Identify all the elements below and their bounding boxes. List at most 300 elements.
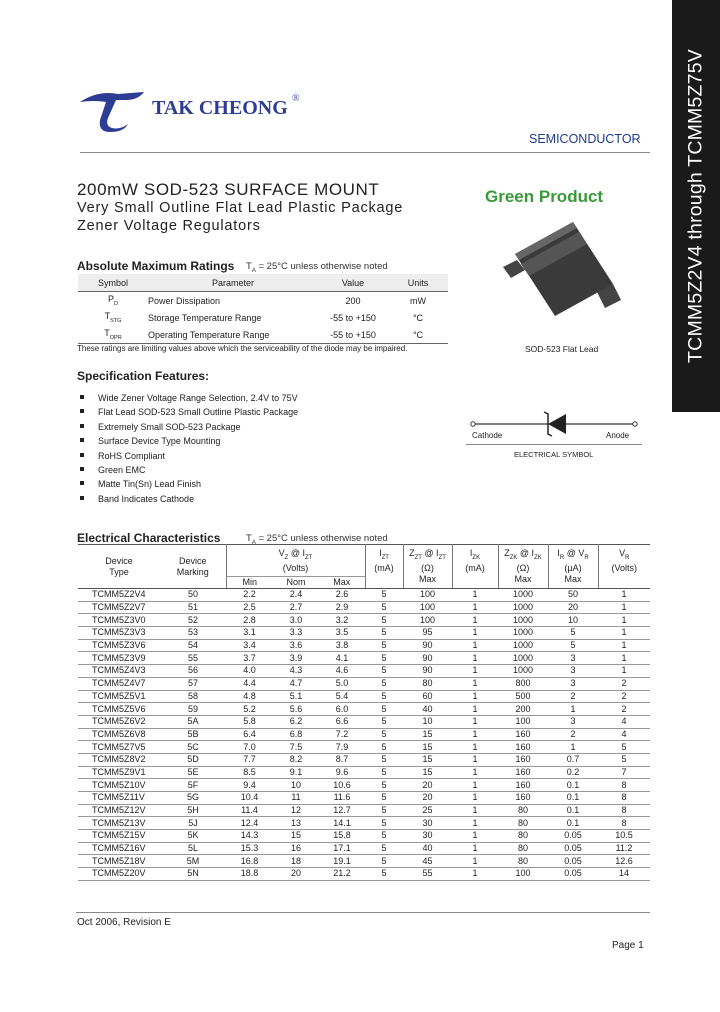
table-row: $P_D$ Power Dissipation 200 mW bbox=[108, 294, 426, 307]
table-cell: 2.6 bbox=[319, 589, 365, 602]
table-cell: 1000 bbox=[498, 627, 548, 640]
table-cell: 1 bbox=[452, 690, 498, 703]
anode-label: Anode bbox=[606, 431, 630, 440]
table-cell: 5D bbox=[160, 753, 226, 766]
table-cell: 1 bbox=[452, 703, 498, 716]
table-cell: 15 bbox=[403, 753, 452, 766]
table-cell: 1 bbox=[452, 753, 498, 766]
table-cell: 80 bbox=[498, 842, 548, 855]
table-cell: 5 bbox=[365, 627, 403, 640]
table-cell: 1000 bbox=[498, 639, 548, 652]
table-cell: 2.2 bbox=[226, 589, 273, 602]
table-cell: 4.1 bbox=[319, 652, 365, 665]
table-row bbox=[78, 741, 650, 754]
table-cell: 160 bbox=[498, 766, 548, 779]
table-cell: 4.3 bbox=[273, 665, 319, 678]
table-row bbox=[78, 665, 650, 678]
table-cell: TCMM5Z3V0 bbox=[78, 614, 160, 627]
table-cell: 12 bbox=[273, 804, 319, 817]
table-cell: TCMM5Z20V bbox=[78, 868, 160, 881]
table-cell: 52 bbox=[160, 614, 226, 627]
table-cell: 20 bbox=[403, 792, 452, 805]
table-cell: 2 bbox=[548, 728, 598, 741]
table-cell: 3.9 bbox=[273, 652, 319, 665]
table-cell: 1 bbox=[452, 589, 498, 602]
header-divider bbox=[80, 152, 650, 153]
table-cell: TCMM5Z7V5 bbox=[78, 741, 160, 754]
table-cell: 51 bbox=[160, 601, 226, 614]
table-cell: 1 bbox=[452, 779, 498, 792]
table-cell: TCMM5Z13V bbox=[78, 817, 160, 830]
table-cell: 40 bbox=[403, 842, 452, 855]
table-cell: 10.6 bbox=[319, 779, 365, 792]
table-cell: 3.3 bbox=[273, 627, 319, 640]
abs-max-heading: Absolute Maximum Ratings bbox=[77, 259, 235, 273]
list-item: Band Indicates Cathode bbox=[80, 492, 298, 506]
table-cell: 8 bbox=[598, 792, 650, 805]
col-units: Units bbox=[388, 274, 448, 292]
table-cell: 5 bbox=[365, 677, 403, 690]
col-symbol: Symbol bbox=[78, 274, 148, 292]
table-cell: 5G bbox=[160, 792, 226, 805]
table-row bbox=[78, 690, 650, 703]
col-device-type: Device Type bbox=[78, 545, 160, 589]
table-cell: 5.4 bbox=[319, 690, 365, 703]
list-item: Wide Zener Voltage Range Selection, 2.4V to 75V bbox=[80, 391, 298, 405]
table-cell: 50 bbox=[160, 589, 226, 602]
table-cell: 0.1 bbox=[548, 779, 598, 792]
table-cell: 90 bbox=[403, 639, 452, 652]
table-cell: 5.0 bbox=[319, 677, 365, 690]
footer-divider bbox=[76, 912, 650, 913]
table-cell: 4.7 bbox=[273, 677, 319, 690]
table-cell: 5 bbox=[365, 601, 403, 614]
features-heading: Specification Features: bbox=[77, 369, 210, 383]
table-cell: 3 bbox=[548, 715, 598, 728]
table-cell: 3.6 bbox=[273, 639, 319, 652]
table-cell: 5 bbox=[365, 804, 403, 817]
symbol-divider bbox=[466, 444, 642, 445]
table-cell: 15 bbox=[403, 741, 452, 754]
table-cell: 5 bbox=[365, 753, 403, 766]
table-cell: 80 bbox=[498, 804, 548, 817]
table-cell: 3.8 bbox=[319, 639, 365, 652]
table-cell: 90 bbox=[403, 652, 452, 665]
table-cell: 18 bbox=[273, 855, 319, 868]
package-caption: SOD-523 Flat Lead bbox=[525, 344, 599, 354]
table-cell: 12.4 bbox=[226, 817, 273, 830]
table-cell: 100 bbox=[403, 614, 452, 627]
table-cell: 2.9 bbox=[319, 601, 365, 614]
table-cell: 5 bbox=[365, 830, 403, 843]
table-cell: 4.6 bbox=[319, 665, 365, 678]
table-cell: 160 bbox=[498, 792, 548, 805]
table-cell: 7.0 bbox=[226, 741, 273, 754]
table-cell: 1 bbox=[452, 741, 498, 754]
package-image bbox=[495, 212, 635, 332]
table-cell: 1000 bbox=[498, 665, 548, 678]
company-logo bbox=[78, 88, 150, 132]
table-row bbox=[78, 627, 650, 640]
table-cell: 15 bbox=[403, 728, 452, 741]
table-cell: 16 bbox=[273, 842, 319, 855]
table-cell: 1 bbox=[452, 652, 498, 665]
table-row bbox=[78, 639, 650, 652]
table-cell: 80 bbox=[498, 817, 548, 830]
table-cell: 19.1 bbox=[319, 855, 365, 868]
table-cell: 4 bbox=[598, 715, 650, 728]
table-cell: 15 bbox=[403, 766, 452, 779]
table-cell: 3.7 bbox=[226, 652, 273, 665]
table-cell: 2 bbox=[598, 690, 650, 703]
table-cell: TCMM5Z16V bbox=[78, 842, 160, 855]
revision-label: Oct 2006, Revision E bbox=[77, 917, 171, 928]
table-cell: 55 bbox=[403, 868, 452, 881]
table-cell: 5B bbox=[160, 728, 226, 741]
table-cell: 7.9 bbox=[319, 741, 365, 754]
table-cell: 5 bbox=[598, 741, 650, 754]
table-cell: 3.0 bbox=[273, 614, 319, 627]
table-cell: 3.2 bbox=[319, 614, 365, 627]
table-cell: 1 bbox=[452, 728, 498, 741]
table-cell: TCMM5Z15V bbox=[78, 830, 160, 843]
table-cell: 3 bbox=[548, 652, 598, 665]
abs-max-table bbox=[78, 274, 448, 344]
table-cell: 5 bbox=[365, 741, 403, 754]
table-cell: 1 bbox=[452, 766, 498, 779]
table-cell: 100 bbox=[498, 868, 548, 881]
table-cell: 40 bbox=[403, 703, 452, 716]
col-ir: $I_R$ @ $V_R$ (µA) Max bbox=[548, 545, 598, 589]
table-row bbox=[78, 614, 650, 627]
table-cell: 6.2 bbox=[273, 715, 319, 728]
green-product-label: Green Product bbox=[485, 187, 604, 206]
table-cell: 20 bbox=[403, 779, 452, 792]
table-cell: 2.7 bbox=[273, 601, 319, 614]
table-cell: 90 bbox=[403, 665, 452, 678]
table-cell: 500 bbox=[498, 690, 548, 703]
table-cell: 160 bbox=[498, 779, 548, 792]
table-cell: TCMM5Z3V6 bbox=[78, 639, 160, 652]
table-cell: 57 bbox=[160, 677, 226, 690]
table-cell: 10.5 bbox=[598, 830, 650, 843]
table-cell: 1 bbox=[598, 665, 650, 678]
table-cell: 0.1 bbox=[548, 792, 598, 805]
table-cell: 11 bbox=[273, 792, 319, 805]
col-vr: $V_R$ (Volts) bbox=[598, 545, 650, 589]
table-cell: 8 bbox=[598, 817, 650, 830]
table-cell: 14 bbox=[598, 868, 650, 881]
features-list bbox=[80, 391, 298, 506]
table-cell: TCMM5Z10V bbox=[78, 779, 160, 792]
table-cell: 30 bbox=[403, 830, 452, 843]
table-cell: 100 bbox=[403, 601, 452, 614]
table-cell: 6.0 bbox=[319, 703, 365, 716]
table-cell: 12.6 bbox=[598, 855, 650, 868]
table-cell: 11.4 bbox=[226, 804, 273, 817]
table-cell: TCMM5Z4V7 bbox=[78, 677, 160, 690]
table-cell: 12.7 bbox=[319, 804, 365, 817]
table-cell: 50 bbox=[548, 589, 598, 602]
table-cell: TCMM5Z8V2 bbox=[78, 753, 160, 766]
division-label: SEMICONDUCTOR bbox=[529, 132, 641, 146]
table-cell: 1 bbox=[452, 601, 498, 614]
elec-heading: Electrical Characteristics bbox=[77, 531, 221, 545]
list-item: Green EMC bbox=[80, 463, 298, 477]
table-cell: TCMM5Z3V3 bbox=[78, 627, 160, 640]
table-cell: TCMM5Z12V bbox=[78, 804, 160, 817]
table-cell: 5N bbox=[160, 868, 226, 881]
table-row bbox=[78, 728, 650, 741]
col-zzk: $Z_{ZK}$ @ $I_{ZK}$ (Ω) Max bbox=[498, 545, 548, 589]
table-cell: 5 bbox=[365, 855, 403, 868]
table-cell: 5 bbox=[365, 817, 403, 830]
table-cell: 4.0 bbox=[226, 665, 273, 678]
table-cell: 16.8 bbox=[226, 855, 273, 868]
table-cell: 45 bbox=[403, 855, 452, 868]
table-cell: 1 bbox=[598, 627, 650, 640]
table-cell: 5A bbox=[160, 715, 226, 728]
registered-mark: ® bbox=[292, 93, 300, 104]
table-cell: 5 bbox=[548, 639, 598, 652]
table-cell: 8 bbox=[598, 779, 650, 792]
table-cell: TCMM5Z11V bbox=[78, 792, 160, 805]
table-cell: 3.5 bbox=[319, 627, 365, 640]
table-cell: TCMM5Z5V6 bbox=[78, 703, 160, 716]
col-vz-max: Max bbox=[319, 577, 365, 589]
table-cell: 8.7 bbox=[319, 753, 365, 766]
table-cell: 1000 bbox=[498, 601, 548, 614]
table-cell: 7 bbox=[598, 766, 650, 779]
table-cell: 5C bbox=[160, 741, 226, 754]
table-cell: 8.2 bbox=[273, 753, 319, 766]
table-cell: 18.8 bbox=[226, 868, 273, 881]
symbol-caption: ELECTRICAL SYMBOL bbox=[514, 450, 594, 459]
table-cell: 11.2 bbox=[598, 842, 650, 855]
table-row bbox=[78, 652, 650, 665]
table-cell: 5 bbox=[365, 779, 403, 792]
table-cell: 1000 bbox=[498, 589, 548, 602]
table-cell: 5 bbox=[365, 639, 403, 652]
table-cell: TCMM5Z6V8 bbox=[78, 728, 160, 741]
table-cell: 1 bbox=[452, 614, 498, 627]
table-cell: 2 bbox=[598, 677, 650, 690]
table-cell: TCMM5Z18V bbox=[78, 855, 160, 868]
table-cell: 80 bbox=[403, 677, 452, 690]
table-cell: 0.05 bbox=[548, 842, 598, 855]
table-cell: TCMM5Z4V3 bbox=[78, 665, 160, 678]
table-cell: 15.8 bbox=[319, 830, 365, 843]
list-item: RoHS Compliant bbox=[80, 449, 298, 463]
table-cell: 60 bbox=[403, 690, 452, 703]
list-item: Flat Lead SOD-523 Small Outline Plastic Package bbox=[80, 405, 298, 419]
col-value: Value bbox=[318, 274, 388, 292]
table-cell: 5J bbox=[160, 817, 226, 830]
table-cell: 15 bbox=[273, 830, 319, 843]
list-item: Matte Tin(Sn) Lead Finish bbox=[80, 477, 298, 491]
table-cell: 0.05 bbox=[548, 855, 598, 868]
table-cell: 59 bbox=[160, 703, 226, 716]
table-cell: TCMM5Z3V9 bbox=[78, 652, 160, 665]
table-cell: 14.3 bbox=[226, 830, 273, 843]
table-cell: 5 bbox=[365, 703, 403, 716]
table-cell: 0.7 bbox=[548, 753, 598, 766]
part-range-title: TCMM5Z2V4 through TCMM5Z75V bbox=[684, 49, 707, 363]
table-cell: 1000 bbox=[498, 614, 548, 627]
doc-subtitle-2: Zener Voltage Regulators bbox=[77, 218, 261, 234]
table-row bbox=[78, 804, 650, 817]
table-cell: 1000 bbox=[498, 652, 548, 665]
table-cell: 1 bbox=[598, 601, 650, 614]
table-cell: 100 bbox=[403, 589, 452, 602]
table-cell: 5K bbox=[160, 830, 226, 843]
table-row: $T_{OPR}$ Operating Temperature Range -55 to +150 °C bbox=[78, 326, 448, 344]
table-cell: 10 bbox=[403, 715, 452, 728]
table-row bbox=[78, 677, 650, 690]
table-cell: 1 bbox=[452, 627, 498, 640]
table-cell: 1 bbox=[452, 868, 498, 881]
table-cell: 1 bbox=[598, 652, 650, 665]
table-cell: 5.1 bbox=[273, 690, 319, 703]
table-row bbox=[78, 715, 650, 728]
table-cell: 5 bbox=[365, 792, 403, 805]
table-cell: 2 bbox=[598, 703, 650, 716]
list-item: Surface Device Type Mounting bbox=[80, 434, 298, 448]
table-cell: 8.5 bbox=[226, 766, 273, 779]
table-row bbox=[78, 842, 650, 855]
col-device-marking: Device Marking bbox=[160, 545, 226, 589]
table-cell: 5.6 bbox=[273, 703, 319, 716]
table-cell: 1 bbox=[452, 804, 498, 817]
table-cell: 25 bbox=[403, 804, 452, 817]
table-cell: 53 bbox=[160, 627, 226, 640]
table-cell: 5 bbox=[598, 753, 650, 766]
brand-name: TAK CHEONG bbox=[152, 97, 288, 119]
table-cell: 2.4 bbox=[273, 589, 319, 602]
table-row bbox=[78, 817, 650, 830]
table-cell: 8 bbox=[598, 804, 650, 817]
table-cell: 5 bbox=[365, 589, 403, 602]
table-cell: 21.2 bbox=[319, 868, 365, 881]
table-cell: 5 bbox=[365, 868, 403, 881]
table-cell: 5 bbox=[365, 842, 403, 855]
col-parameter: Parameter bbox=[148, 274, 318, 292]
table-cell: 1 bbox=[452, 677, 498, 690]
table-cell: 4.4 bbox=[226, 677, 273, 690]
table-cell: 20 bbox=[273, 868, 319, 881]
table-cell: 4.8 bbox=[226, 690, 273, 703]
table-cell: 20 bbox=[548, 601, 598, 614]
table-cell: 4 bbox=[598, 728, 650, 741]
table-cell: 5F bbox=[160, 779, 226, 792]
table-cell: 5.8 bbox=[226, 715, 273, 728]
table-cell: 0.2 bbox=[548, 766, 598, 779]
table-cell: 9.4 bbox=[226, 779, 273, 792]
list-item: Extremely Small SOD-523 Package bbox=[80, 420, 298, 434]
table-cell: 13 bbox=[273, 817, 319, 830]
table-cell: 2 bbox=[548, 690, 598, 703]
table-row bbox=[78, 703, 650, 716]
table-cell: 5 bbox=[365, 728, 403, 741]
table-cell: 3.4 bbox=[226, 639, 273, 652]
elec-table-body bbox=[78, 589, 650, 881]
table-cell: 9.1 bbox=[273, 766, 319, 779]
col-izt: $I_{ZT}$ (mA) bbox=[365, 545, 403, 589]
table-cell: 6.8 bbox=[273, 728, 319, 741]
table-cell: 58 bbox=[160, 690, 226, 703]
table-row bbox=[78, 766, 650, 779]
table-cell: 160 bbox=[498, 753, 548, 766]
table-cell: 10.4 bbox=[226, 792, 273, 805]
table-cell: 0.05 bbox=[548, 868, 598, 881]
table-cell: 15.3 bbox=[226, 842, 273, 855]
table-cell: 1 bbox=[452, 792, 498, 805]
table-cell: 160 bbox=[498, 741, 548, 754]
table-cell: 5 bbox=[365, 766, 403, 779]
table-row bbox=[78, 779, 650, 792]
table-cell: 160 bbox=[498, 728, 548, 741]
abs-max-condition: $T_A = 25^\circ C$ unless otherwise noted bbox=[246, 261, 388, 274]
cathode-label: Cathode bbox=[472, 431, 503, 440]
elec-condition: $T_A = 25^\circ C$ unless otherwise noted bbox=[246, 533, 388, 546]
table-cell: 1 bbox=[548, 741, 598, 754]
table-cell: 3.1 bbox=[226, 627, 273, 640]
table-row bbox=[78, 830, 650, 843]
doc-subtitle-1: Very Small Outline Flat Lead Plastic Package bbox=[77, 200, 404, 216]
table-cell: 5M bbox=[160, 855, 226, 868]
col-zzt: $Z_{ZT}$ @ $I_{ZT}$ (Ω) Max bbox=[403, 545, 452, 589]
table-cell: 100 bbox=[498, 715, 548, 728]
table-cell: TCMM5Z6V2 bbox=[78, 715, 160, 728]
table-cell: 200 bbox=[498, 703, 548, 716]
table-cell: 11.6 bbox=[319, 792, 365, 805]
sidebar-band bbox=[672, 0, 720, 412]
table-cell: TCMM5Z2V4 bbox=[78, 589, 160, 602]
table-cell: 1 bbox=[452, 842, 498, 855]
table-cell: 1 bbox=[548, 703, 598, 716]
table-cell: 6.6 bbox=[319, 715, 365, 728]
elec-table bbox=[78, 544, 650, 881]
table-cell: 95 bbox=[403, 627, 452, 640]
table-cell: 14.1 bbox=[319, 817, 365, 830]
table-cell: 1 bbox=[598, 614, 650, 627]
table-cell: 5 bbox=[365, 652, 403, 665]
table-cell: 7.2 bbox=[319, 728, 365, 741]
table-cell: 5.2 bbox=[226, 703, 273, 716]
table-cell: 30 bbox=[403, 817, 452, 830]
table-cell: 56 bbox=[160, 665, 226, 678]
table-cell: 54 bbox=[160, 639, 226, 652]
table-row: $T_{STG}$ Storage Temperature Range -55 to +150 °C bbox=[104, 311, 424, 324]
table-cell: 5 bbox=[365, 614, 403, 627]
table-cell: 80 bbox=[498, 830, 548, 843]
table-cell: 5 bbox=[365, 715, 403, 728]
page-number: Page 1 bbox=[612, 940, 644, 951]
table-cell: 1 bbox=[598, 639, 650, 652]
table-cell: 1 bbox=[452, 715, 498, 728]
table-cell: 80 bbox=[498, 855, 548, 868]
table-cell: 800 bbox=[498, 677, 548, 690]
col-vz-min: Min bbox=[226, 577, 273, 589]
table-cell: 7.5 bbox=[273, 741, 319, 754]
table-cell: 10 bbox=[548, 614, 598, 627]
table-cell: TCMM5Z2V7 bbox=[78, 601, 160, 614]
table-row bbox=[78, 601, 650, 614]
table-cell: 9.6 bbox=[319, 766, 365, 779]
table-cell: 0.1 bbox=[548, 804, 598, 817]
table-cell: 5 bbox=[548, 627, 598, 640]
doc-title: 200mW SOD-523 SURFACE MOUNT bbox=[77, 180, 380, 199]
